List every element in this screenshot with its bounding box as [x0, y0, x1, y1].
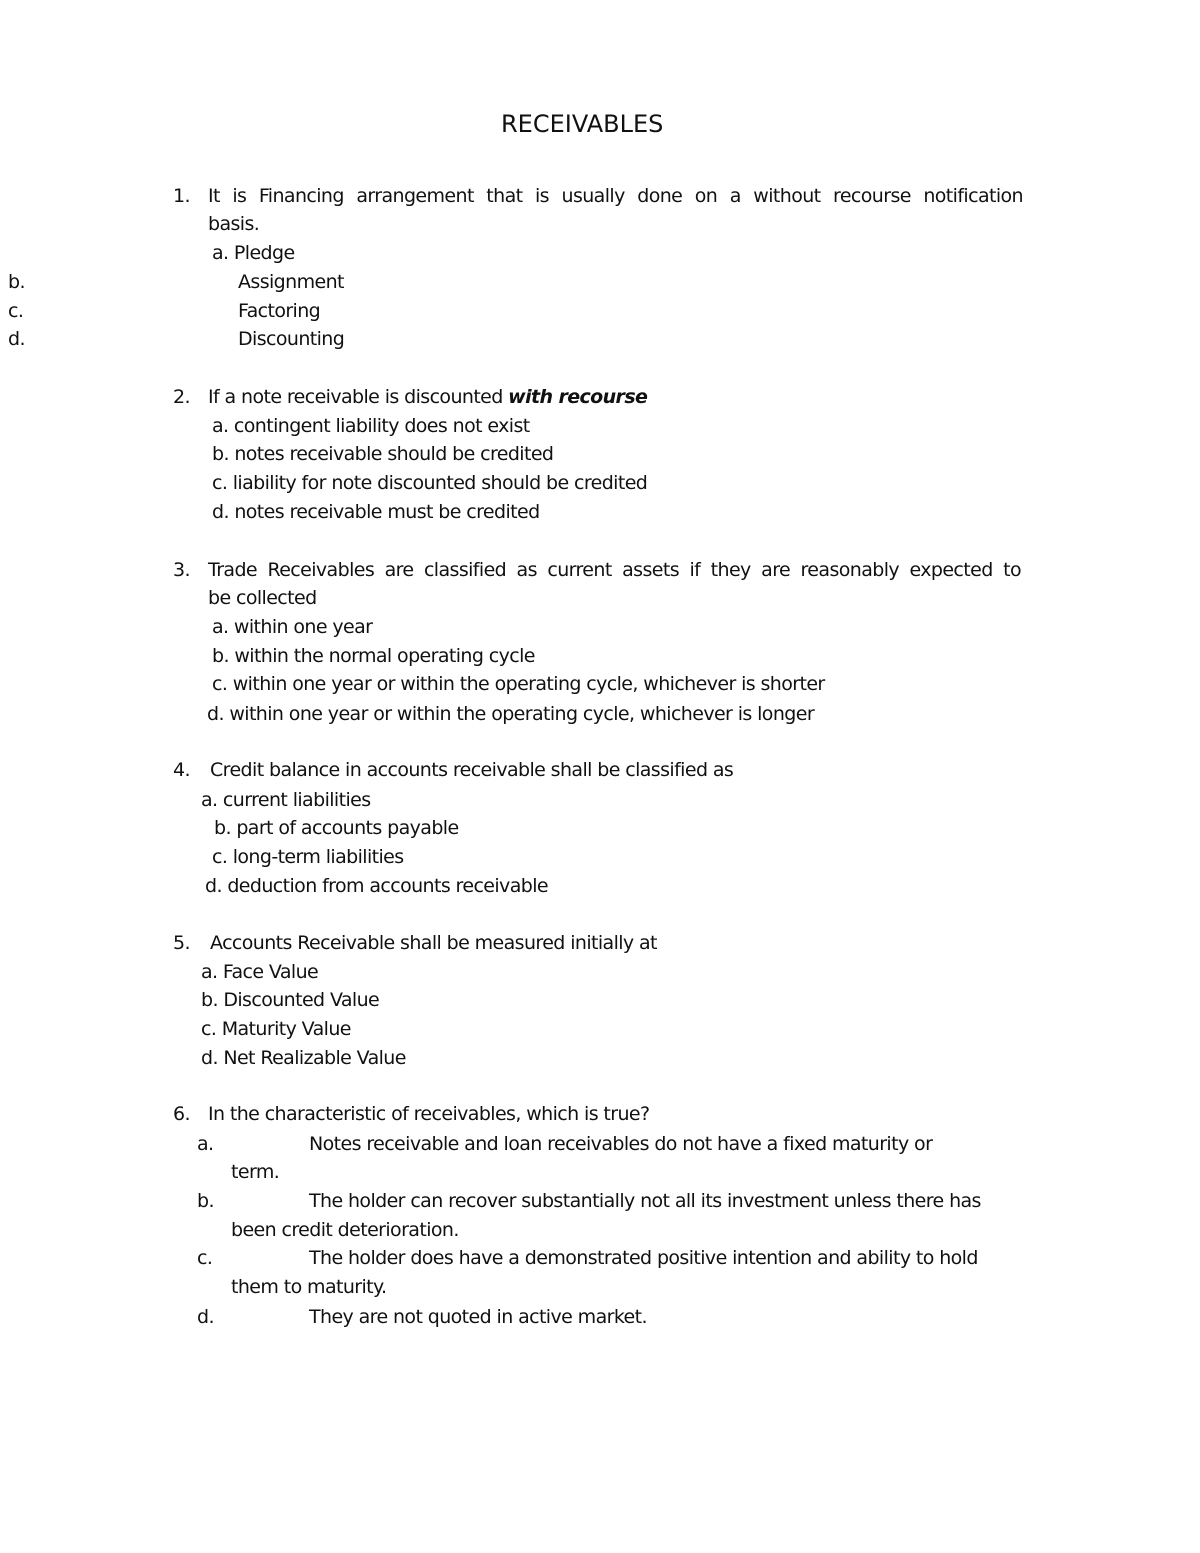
question-number: 4.	[173, 759, 190, 781]
answer-option-continued: term.	[231, 1161, 280, 1183]
answer-option: Assignment	[238, 271, 344, 293]
question-text-emphasis: with recourse	[508, 386, 648, 408]
answer-option: a. Face Value	[201, 961, 319, 983]
answer-option: c. within one year or within the operating cycle, whichever is shorter	[212, 673, 825, 695]
option-marker: a.	[197, 1133, 214, 1155]
answer-option: Factoring	[238, 300, 321, 322]
question-number: 6.	[173, 1103, 190, 1125]
option-marker: b.	[197, 1190, 214, 1212]
answer-option-continued: them to maturity.	[231, 1276, 387, 1298]
answer-option: The holder does have a demonstrated positive intention and ability to hold	[309, 1247, 978, 1269]
answer-option: a. current liabilities	[201, 789, 371, 811]
answer-option: a. contingent liability does not exist	[212, 415, 530, 437]
answer-option: a. Pledge	[212, 242, 295, 264]
page-title: RECEIVABLES	[501, 110, 664, 138]
answer-option: d. Net Realizable Value	[201, 1047, 406, 1069]
option-marker: d.	[197, 1306, 214, 1328]
question-text-plain: If a note receivable is discounted	[208, 386, 509, 408]
question-text: Credit balance in accounts receivable shall be classified as	[210, 759, 734, 781]
question-text: basis.	[208, 213, 260, 235]
answer-option: a. within one year	[212, 616, 373, 638]
question-text: Trade Receivables are classified as current assets if they are reasonably expected to	[208, 559, 1021, 581]
option-marker: c.	[197, 1247, 213, 1269]
option-marker: c.	[8, 300, 24, 322]
question-text: Accounts Receivable shall be measured initially at	[210, 932, 657, 954]
question-text: It is Financing arrangement that is usually done on a without recourse notification	[208, 185, 1023, 207]
question-text	[208, 385, 647, 409]
answer-option: The holder can recover substantially not all its investment unless there has	[309, 1190, 981, 1212]
answer-option: b. within the normal operating cycle	[212, 645, 535, 667]
answer-option: b. Discounted Value	[201, 989, 380, 1011]
option-marker: b.	[8, 271, 25, 293]
question-number: 3.	[173, 559, 190, 581]
answer-option: They are not quoted in active market.	[309, 1306, 647, 1328]
question-text: In the characteristic of receivables, which is true?	[208, 1103, 650, 1125]
answer-option: c. liability for note discounted should be credited	[212, 472, 648, 494]
answer-option: d. deduction from accounts receivable	[205, 875, 548, 897]
question-number: 5.	[173, 932, 190, 954]
answer-option: b. notes receivable should be credited	[212, 443, 554, 465]
answer-option: b. part of accounts payable	[214, 817, 459, 839]
answer-option: c. Maturity Value	[201, 1018, 351, 1040]
answer-option: d. notes receivable must be credited	[212, 501, 540, 523]
question-number: 1.	[173, 185, 190, 207]
question-text: be collected	[208, 587, 317, 609]
answer-option: Discounting	[238, 328, 345, 350]
option-marker: d.	[8, 328, 25, 350]
answer-option-continued: been credit deterioration.	[231, 1219, 459, 1241]
answer-option: Notes receivable and loan receivables do not have a fixed maturity or	[309, 1133, 933, 1155]
answer-option: d. within one year or within the operating cycle, whichever is longer	[207, 703, 815, 725]
question-number: 2.	[173, 386, 190, 408]
answer-option: c. long-term liabilities	[212, 846, 404, 868]
